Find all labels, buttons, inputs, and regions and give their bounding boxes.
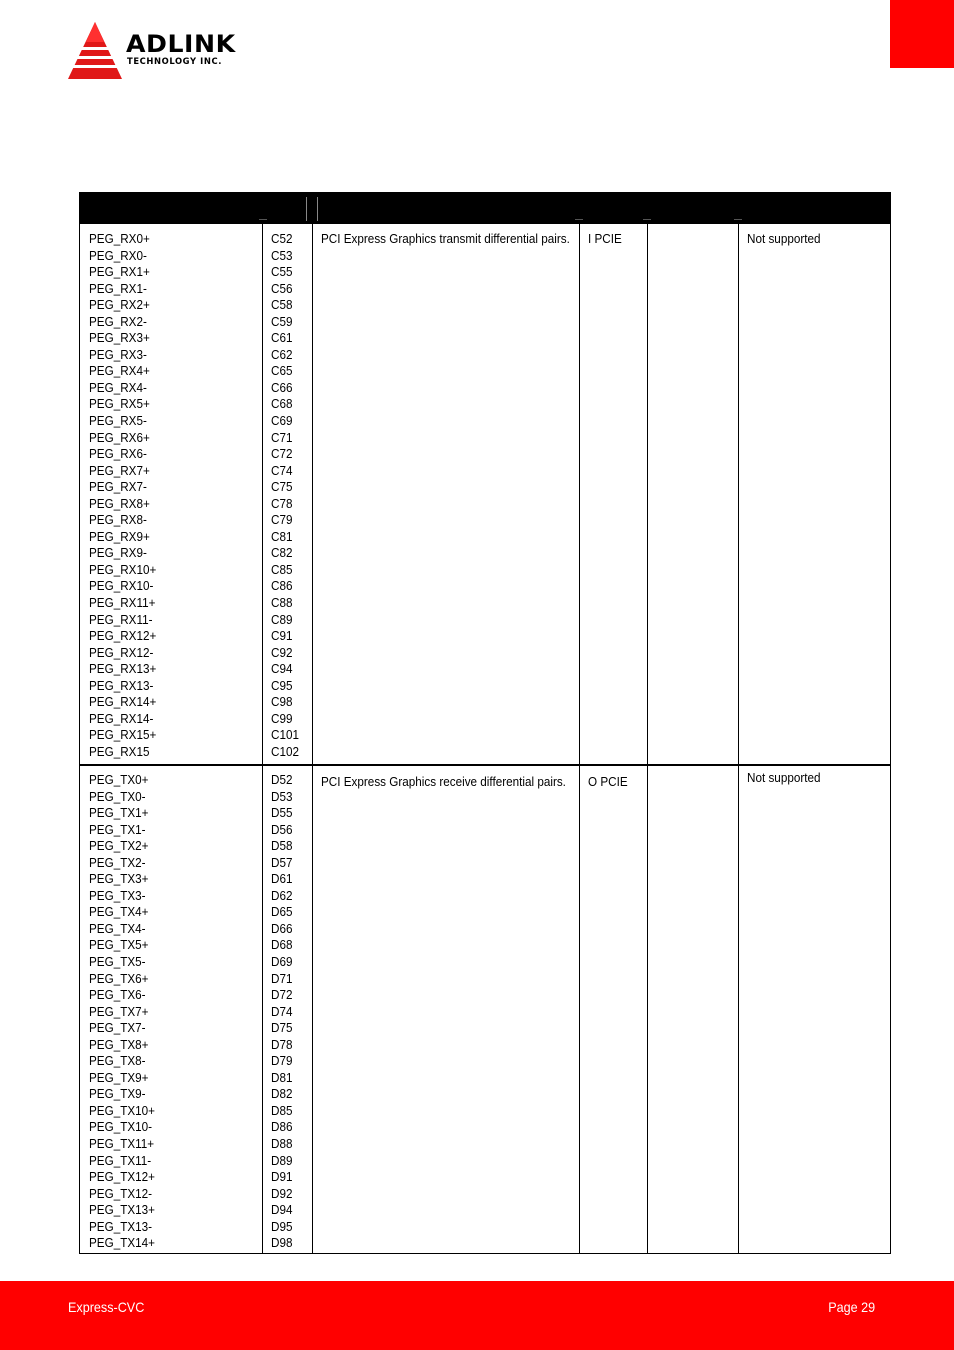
logo-wordmark: ADLINK [126,30,236,58]
signal-name: PEG_RX10+ [89,561,157,577]
pin-number: D95 [271,1218,293,1234]
pin-number: D82 [271,1086,293,1102]
pin-number: C53 [271,247,293,263]
signal-name: PEG_TX13+ [89,1202,156,1218]
pin-number: C75 [271,479,293,495]
pin-number: C101 [271,727,299,743]
logo-triangle-icon [66,20,126,82]
pin-number: D98 [271,1235,293,1251]
description-text: PCI Express Graphics receive differential pairs. [321,774,566,789]
signal-name: PEG_RX11- [89,611,153,627]
signal-name: PEG_TX5- [89,954,146,970]
signal-name: PEG_RX7+ [89,462,150,478]
signal-name: PEG_RX1- [89,280,147,296]
logo-tagline: TECHNOLOGY INC. [127,56,222,66]
header-divider [306,197,307,221]
pin-number: D91 [271,1169,293,1185]
table-header-bar [79,192,891,223]
header-divider [317,197,318,221]
pin-number: D81 [271,1069,293,1085]
pin-list [271,231,299,761]
pin-number: C82 [271,545,293,561]
pin-number: D52 [271,772,293,787]
signal-name: PEG_RX4- [89,379,147,395]
pin-number: C102 [271,743,299,759]
pin-number: C98 [271,694,293,710]
pin-number: C99 [271,710,293,726]
pin-number: D89 [271,1152,293,1168]
signal-name: PEG_RX10- [89,578,154,594]
pin-number: C68 [271,396,293,412]
signal-name: PEG_RX7- [89,479,147,495]
description-cell [313,765,580,1253]
page-footer [0,1281,954,1350]
signal-name: PEG_RX4+ [89,363,150,379]
pin-number: C89 [271,611,293,627]
header-corner-tab [890,0,954,68]
pin-number: D79 [271,1053,293,1069]
signal-name: PEG_RX9+ [89,528,150,544]
signal-name: PEG_RX14- [89,710,154,726]
signal-name: PEG_TX10- [89,1119,153,1135]
pin-number: D56 [271,821,293,837]
signal-name: PEG_TX4+ [89,904,149,920]
pin-number: C91 [271,628,293,644]
signal-name: PEG_RX5- [89,413,147,429]
signal-name: PEG_RX3+ [89,330,150,346]
signal-name: PEG_RX5+ [89,396,150,412]
adlink-logo [66,20,266,82]
signal-name: PEG_TX1- [89,821,146,837]
io-type-text: O PCIE [588,774,628,789]
description-text: PCI Express Graphics transmit differential pairs. [321,231,570,246]
pin-number: D69 [271,954,293,970]
signal-table [79,192,891,1254]
signal-list [89,231,156,761]
pin-number: D88 [271,1136,293,1152]
signal-name: PEG_TX0- [89,788,146,804]
signal-name: PEG_TX11+ [89,1136,155,1152]
table-row [79,223,891,766]
pin-number: D65 [271,904,293,920]
signal-name: PEG_TX0+ [89,772,149,787]
pin-list [271,772,292,1252]
pin-number: C71 [271,429,293,445]
header-divider [259,219,267,220]
pin-cell [263,765,313,1253]
signal-name: PEG_RX8- [89,512,147,528]
pin-number: C92 [271,644,293,660]
signal-name: PEG_RX11+ [89,595,156,611]
signal-name: PEG_TX7+ [89,1003,149,1019]
io-type-cell [580,224,648,765]
pin-number: C59 [271,313,293,329]
pin-number: C66 [271,379,293,395]
signal-name: PEG_RX1+ [89,264,150,280]
signal-name: PEG_RX6+ [89,429,150,445]
footer-page-number: Page 29 [828,1299,875,1315]
pin-number: D94 [271,1202,293,1218]
pin-number: C72 [271,446,293,462]
pin-number: C74 [271,462,293,478]
signal-name: PEG_RX6- [89,446,147,462]
pin-number: D66 [271,920,293,936]
signal-name: PEG_TX8+ [89,1036,149,1052]
signal-name: PEG_RX3- [89,346,147,362]
comment-text: Not supported [747,770,821,785]
pin-number: C95 [271,677,293,693]
signal-cell [80,224,263,765]
pin-number: D78 [271,1036,293,1052]
signal-name: PEG_RX15+ [89,727,157,743]
io-type-text: I PCIE [588,231,622,246]
pin-number: C65 [271,363,293,379]
pin-number: C85 [271,561,293,577]
pin-number: D86 [271,1119,293,1135]
pin-number: C88 [271,595,293,611]
pu-pd-cell [648,765,739,1253]
comment-cell [739,224,890,765]
signal-name: PEG_TX2- [89,854,146,870]
pin-number: C79 [271,512,293,528]
signal-name: PEG_RX9- [89,545,147,561]
signal-name: PEG_RX15 [89,743,150,759]
pin-number: C78 [271,495,293,511]
signal-name: PEG_TX3- [89,887,146,903]
pin-number: C55 [271,264,293,280]
signal-name: PEG_TX11- [89,1152,152,1168]
header-divider [643,219,651,220]
signal-list [89,772,155,1252]
signal-name: PEG_RX12+ [89,628,157,644]
signal-name: PEG_TX1+ [89,805,149,821]
signal-name: PEG_TX9- [89,1086,146,1102]
pin-number: C52 [271,231,293,246]
signal-name: PEG_TX6+ [89,970,149,986]
pin-cell [263,224,313,765]
pin-number: D85 [271,1102,293,1118]
pin-number: D71 [271,970,293,986]
pin-number: D62 [271,887,293,903]
signal-name: PEG_TX2+ [89,838,149,854]
pin-number: D72 [271,987,293,1003]
pin-number: C81 [271,528,293,544]
signal-name: PEG_RX13- [89,677,154,693]
signal-name: PEG_TX3+ [89,871,149,887]
signal-name: PEG_TX7- [89,1020,146,1036]
comment-cell [739,765,890,1253]
description-cell [313,224,580,765]
signal-name: PEG_TX12- [89,1185,153,1201]
pu-pd-cell [648,224,739,765]
signal-name: PEG_TX5+ [89,937,149,953]
footer-product: Express-CVC [68,1299,145,1315]
table-row [79,764,891,1254]
pin-number: C94 [271,661,293,677]
signal-name: PEG_RX14+ [89,694,157,710]
signal-cell [80,765,263,1253]
signal-name: PEG_TX12+ [89,1169,156,1185]
signal-name: PEG_TX9+ [89,1069,149,1085]
pin-number: D75 [271,1020,293,1036]
pin-number: D68 [271,937,293,953]
signal-name: PEG_TX13- [89,1218,153,1234]
pin-number: D74 [271,1003,293,1019]
signal-name: PEG_RX0+ [89,231,150,246]
signal-name: PEG_TX8- [89,1053,146,1069]
pin-number: D58 [271,838,293,854]
signal-name: PEG_RX13+ [89,661,157,677]
signal-name: PEG_RX0- [89,247,147,263]
pin-number: D61 [271,871,293,887]
signal-name: PEG_RX2- [89,313,147,329]
io-type-cell [580,765,648,1253]
pin-number: C86 [271,578,293,594]
pin-number: C62 [271,346,293,362]
pin-number: D92 [271,1185,293,1201]
signal-name: PEG_TX4- [89,920,146,936]
signal-name: PEG_RX2+ [89,297,150,313]
pin-number: D53 [271,788,293,804]
pin-number: C61 [271,330,293,346]
signal-name: PEG_RX8+ [89,495,150,511]
signal-name: PEG_RX12- [89,644,154,660]
header-divider [575,219,583,220]
pin-number: C56 [271,280,293,296]
pin-number: C58 [271,297,293,313]
signal-name: PEG_TX14+ [89,1235,156,1251]
signal-name: PEG_TX10+ [89,1102,156,1118]
signal-name: PEG_TX6- [89,987,146,1003]
comment-text: Not supported [747,231,821,246]
header-divider [734,219,742,220]
pin-number: C69 [271,413,293,429]
pin-number: D57 [271,854,293,870]
pin-number: D55 [271,805,293,821]
